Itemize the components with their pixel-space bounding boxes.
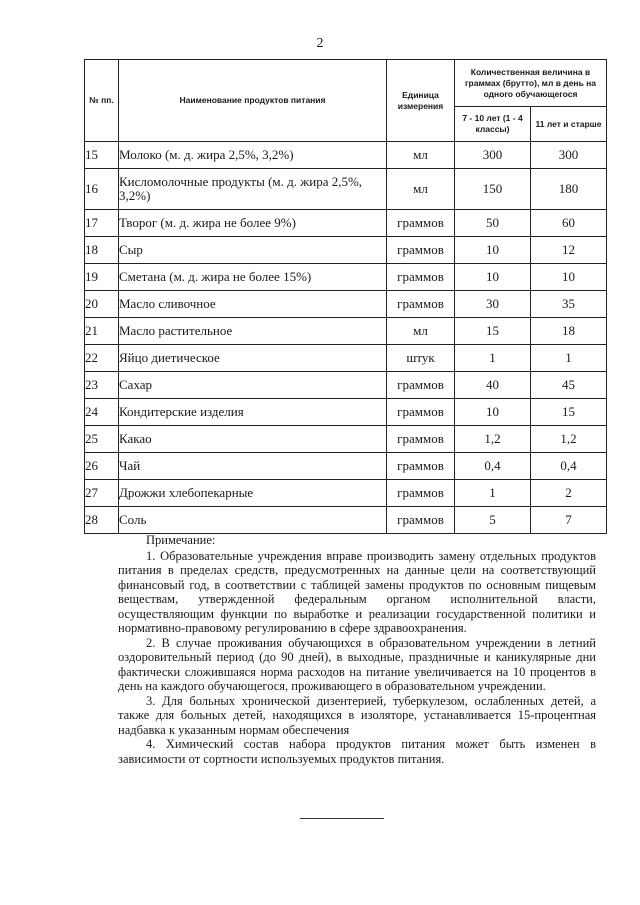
- product-name: Сыр: [119, 237, 387, 264]
- table-body: [85, 142, 607, 534]
- row-number: 27: [85, 480, 119, 507]
- table-row: [85, 372, 607, 399]
- header-number: № пп.: [85, 60, 119, 142]
- unit-cell: граммов: [387, 426, 455, 453]
- product-name: Кондитерские изделия: [119, 399, 387, 426]
- product-name: Чай: [119, 453, 387, 480]
- row-number: 19: [85, 264, 119, 291]
- value-11-plus: 1: [531, 345, 607, 372]
- value-11-plus: 35: [531, 291, 607, 318]
- notes-section: [118, 533, 596, 766]
- food-norms-table: [84, 59, 607, 534]
- unit-cell: штук: [387, 345, 455, 372]
- row-number: 22: [85, 345, 119, 372]
- product-name: Масло растительное: [119, 318, 387, 345]
- table-row: [85, 507, 607, 534]
- value-7-10: 1: [455, 480, 531, 507]
- value-11-plus: 15: [531, 399, 607, 426]
- value-11-plus: 180: [531, 169, 607, 210]
- value-7-10: 1: [455, 345, 531, 372]
- table-row: [85, 399, 607, 426]
- header-unit: Единица измерения: [387, 60, 455, 142]
- table-row: [85, 142, 607, 169]
- row-number: 16: [85, 169, 119, 210]
- value-7-10: 10: [455, 237, 531, 264]
- value-7-10: 10: [455, 399, 531, 426]
- table-row: [85, 318, 607, 345]
- page-number: 2: [316, 36, 324, 51]
- product-name: Сметана (м. д. жира не более 15%): [119, 264, 387, 291]
- table-row: [85, 426, 607, 453]
- note-item-2: 2. В случае проживания обучающихся в образовательном учреждении в летний оздоровительный период (до 90 дней), в выходные, праздничные и каникулярные дни фактически сложившаяся норма расходов на питание увеличивается на 10 процентов в день на каждого обучающегося, проживающего в образовательном учреждении.: [118, 635, 596, 693]
- table-row: [85, 264, 607, 291]
- value-11-plus: 0,4: [531, 453, 607, 480]
- header-age-11-plus: 11 лет и старше: [531, 107, 607, 142]
- product-name: Кисломолочные продукты (м. д. жира 2,5%, 3,2%): [119, 169, 387, 210]
- notes-title: Примечание:: [146, 533, 216, 547]
- unit-cell: граммов: [387, 291, 455, 318]
- unit-cell: граммов: [387, 210, 455, 237]
- table-row: [85, 169, 607, 210]
- table-row: [85, 345, 607, 372]
- value-7-10: 0,4: [455, 453, 531, 480]
- product-name: Масло сливочное: [119, 291, 387, 318]
- unit-cell: мл: [387, 318, 455, 345]
- header-product-name: Наименование продуктов питания: [119, 60, 387, 142]
- product-name: Дрожжи хлебопекарные: [119, 480, 387, 507]
- product-name: Соль: [119, 507, 387, 534]
- value-11-plus: 7: [531, 507, 607, 534]
- row-number: 23: [85, 372, 119, 399]
- value-11-plus: 60: [531, 210, 607, 237]
- row-number: 17: [85, 210, 119, 237]
- unit-cell: мл: [387, 142, 455, 169]
- value-7-10: 50: [455, 210, 531, 237]
- value-7-10: 1,2: [455, 426, 531, 453]
- product-name: Яйцо диетическое: [119, 345, 387, 372]
- note-item-1: 1. Образовательные учреждения вправе производить замену отдельных продуктов питания в пределах средств, предусмотренных на данные цели на соответствующий финансовый год, в соответствии с таблицей замены продуктов по основным пищевым веществам, утвержденной федеральным органом исполнительной власти, осуществляющим функции по выработке и реализации государственной политики и нормативно-правовому регулированию в сфере здравоохранения.: [118, 548, 596, 635]
- unit-cell: граммов: [387, 399, 455, 426]
- row-number: 15: [85, 142, 119, 169]
- unit-cell: граммов: [387, 480, 455, 507]
- table-row: [85, 291, 607, 318]
- value-7-10: 30: [455, 291, 531, 318]
- value-11-plus: 1,2: [531, 426, 607, 453]
- row-number: 18: [85, 237, 119, 264]
- table-row: [85, 210, 607, 237]
- value-7-10: 40: [455, 372, 531, 399]
- product-name: Какао: [119, 426, 387, 453]
- row-number: 20: [85, 291, 119, 318]
- value-11-plus: 10: [531, 264, 607, 291]
- table-row: [85, 237, 607, 264]
- value-11-plus: 45: [531, 372, 607, 399]
- note-item-3: 3. Для больных хронической дизентерией, туберкулезом, ослабленных детей, а также для больных детей, находящихся в изоляторе, устанавливается 15-процентная надбавка к указанным нормам обеспечения: [118, 693, 596, 737]
- product-name: Творог (м. д. жира не более 9%): [119, 210, 387, 237]
- row-number: 24: [85, 399, 119, 426]
- product-name: Сахар: [119, 372, 387, 399]
- row-number: 25: [85, 426, 119, 453]
- value-11-plus: 12: [531, 237, 607, 264]
- header-age-7-10: 7 - 10 лет (1 - 4 классы): [455, 107, 531, 142]
- row-number: 28: [85, 507, 119, 534]
- product-name: Молоко (м. д. жира 2,5%, 3,2%): [119, 142, 387, 169]
- value-11-plus: 300: [531, 142, 607, 169]
- unit-cell: граммов: [387, 507, 455, 534]
- value-7-10: 150: [455, 169, 531, 210]
- value-7-10: 15: [455, 318, 531, 345]
- note-item-4: 4. Химический состав набора продуктов питания может быть изменен в зависимости от сортности используемых продуктов питания.: [118, 737, 596, 766]
- unit-cell: граммов: [387, 453, 455, 480]
- table-row: [85, 453, 607, 480]
- value-7-10: 10: [455, 264, 531, 291]
- row-number: 21: [85, 318, 119, 345]
- table-row: [85, 480, 607, 507]
- value-7-10: 5: [455, 507, 531, 534]
- unit-cell: граммов: [387, 237, 455, 264]
- row-number: 26: [85, 453, 119, 480]
- end-divider: [300, 818, 384, 819]
- unit-cell: мл: [387, 169, 455, 210]
- value-7-10: 300: [455, 142, 531, 169]
- value-11-plus: 2: [531, 480, 607, 507]
- unit-cell: граммов: [387, 372, 455, 399]
- value-11-plus: 18: [531, 318, 607, 345]
- unit-cell: граммов: [387, 264, 455, 291]
- header-quantity: Количественная величина в граммах (брутто), мл в день на одного обучающегося: [455, 60, 607, 107]
